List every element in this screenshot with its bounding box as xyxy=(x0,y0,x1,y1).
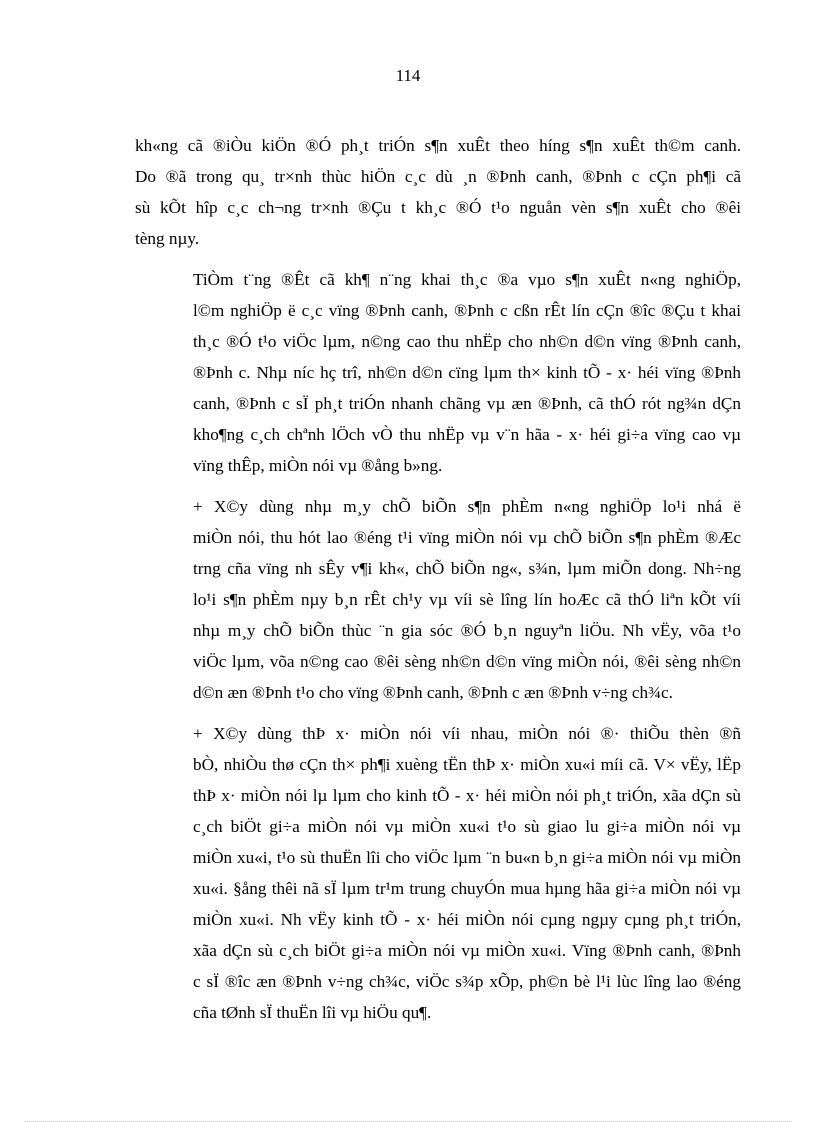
text-line: sù kÕt hîp c¸c ch¬ng tr×nh ®Çu t kh¸c ®Ó t¹o nguån vèn s¶n xuÊt cho ®êi xyxy=(135,198,741,217)
body-text xyxy=(135,130,741,1038)
text-line: cña tØnh sÏ thuËn lîi vµ hiÖu qu¶. xyxy=(193,1003,432,1022)
text-line: th¸c ®Ó t¹o viÖc lµm, n©ng cao thu nhËp cho nh©n d©n vïng ®Þnh canh, xyxy=(193,332,741,351)
text-line: lo¹i s¶n phÈm nµy b¸n rÊt ch¹y vµ víi sè lîng lín hoÆc cã thÓ liªn kÕt víi xyxy=(193,590,741,609)
text-line: miÒn xu«i, t¹o sù thuËn lîi cho viÖc lµm ¨n bu«n b¸n gi÷a miÒn nói vµ miÒn xyxy=(193,848,741,867)
text-line: xãa dÇn sù c¸ch biÖt gi÷a miÒn nói vµ miÒn xu«i. Vïng ®Þnh canh, ®Þnh xyxy=(193,941,741,960)
text-line: viÖc lµm, võa n©ng cao ®êi sèng nh©n d©n vïng miÒn nói, ®êi sèng nh©n xyxy=(193,652,741,671)
text-line: bÒ, nhiÒu thø cÇn th× ph¶i xuèng tËn thÞ x· miÒn xu«i míi cã. V× vËy, lËp xyxy=(193,755,741,774)
text-line: c¸ch biÖt gi÷a miÒn nói vµ miÒn xu«i t¹o sù giao lu gi÷a miÒn nói vµ xyxy=(193,817,741,836)
text-line: vïng thÊp, miÒn nói vµ ®ång b»ng. xyxy=(193,456,443,475)
text-line: miÒn nói, thu hót lao ®éng t¹i vïng miÒn nói vµ chÕ biÕn s¶n phÈm ®Æc xyxy=(193,528,741,547)
text-line: l©m nghiÖp ë c¸c vïng ®Þnh canh, ®Þnh c cßn rÊt lín cÇn ®îc ®Çu t khai xyxy=(193,301,741,320)
paragraph xyxy=(135,718,741,1028)
text-line: + X©y dùng nhµ m¸y chÕ biÕn s¶n phÈm n«ng nghiÖp lo¹i nhá ë xyxy=(193,497,741,516)
text-line: Do ®ã trong qu¸ tr×nh thùc hiÖn c¸c dù ¸n ®Þnh canh, ®Þnh c cÇn ph¶i cã xyxy=(135,167,741,186)
page-bottom-divider xyxy=(24,1121,792,1122)
text-line: ®Þnh c. Nhµ níc hç trî, nh©n d©n cïng lµm th× kinh tÕ - x· héi vïng ®Þnh xyxy=(193,363,741,382)
text-line: + X©y dùng thÞ x· miÒn nói víi nhau, miÒn nói ®· thiÕu thèn ®ñ xyxy=(193,724,741,743)
text-line: trng cña vïng nh sÊy v¶i kh«, chÕ biÕn ng«, s¾n, lµm miÕn dong. Nh÷ng xyxy=(193,559,741,578)
text-line: thÞ x· miÒn nói lµ lµm cho kinh tÕ - x· héi miÒn nói ph¸t triÓn, xãa dÇn sù xyxy=(193,786,741,805)
text-line: d©n æn ®Þnh t¹o cho vïng ®Þnh canh, ®Þnh c æn ®Þnh v÷ng ch¾c. xyxy=(193,683,673,702)
paragraph xyxy=(135,130,741,254)
text-line: kho¶ng c¸ch chªnh lÖch vÒ thu nhËp vµ v¨n hãa - x· héi gi÷a vïng cao vµ xyxy=(193,425,741,444)
text-line: nhµ m¸y chÕ biÕn thùc ¨n gia sóc ®Ó b¸n nguyªn liÖu. Nh vËy, võa t¹o xyxy=(193,621,741,640)
text-line: TiÒm t¨ng ®Êt cã kh¶ n¨ng khai th¸c ®a vµo s¶n xuÊt n«ng nghiÖp, xyxy=(193,270,741,289)
paragraph xyxy=(135,264,741,481)
text-line: xu«i. §ång thêi nã sÏ lµm tr¹m trung chuyÓn mua hµng hãa gi÷a miÒn nói vµ xyxy=(193,879,741,898)
text-line: miÒn xu«i. Nh vËy kinh tÕ - x· héi miÒn nói cµng ngµy cµng ph¸t triÓn, xyxy=(193,910,741,929)
text-line: canh, ®Þnh c sÏ ph¸t triÓn nhanh chãng vµ æn ®Þnh, cã thÓ rót ng¾n dÇn xyxy=(193,394,741,413)
page-number: 114 xyxy=(395,66,421,85)
text-line: tèng nµy. xyxy=(135,229,200,248)
text-line: kh«ng cã ®iÒu kiÖn ®Ó ph¸t triÓn s¶n xuÊt theo híng s¶n xuÊt th©m canh. xyxy=(135,136,741,155)
text-line: c sÏ ®îc æn ®Þnh v÷ng ch¾c, viÖc s¾p xÕp, ph©n bè l¹i lùc lîng lao ®éng xyxy=(193,972,741,991)
paragraph xyxy=(135,491,741,708)
